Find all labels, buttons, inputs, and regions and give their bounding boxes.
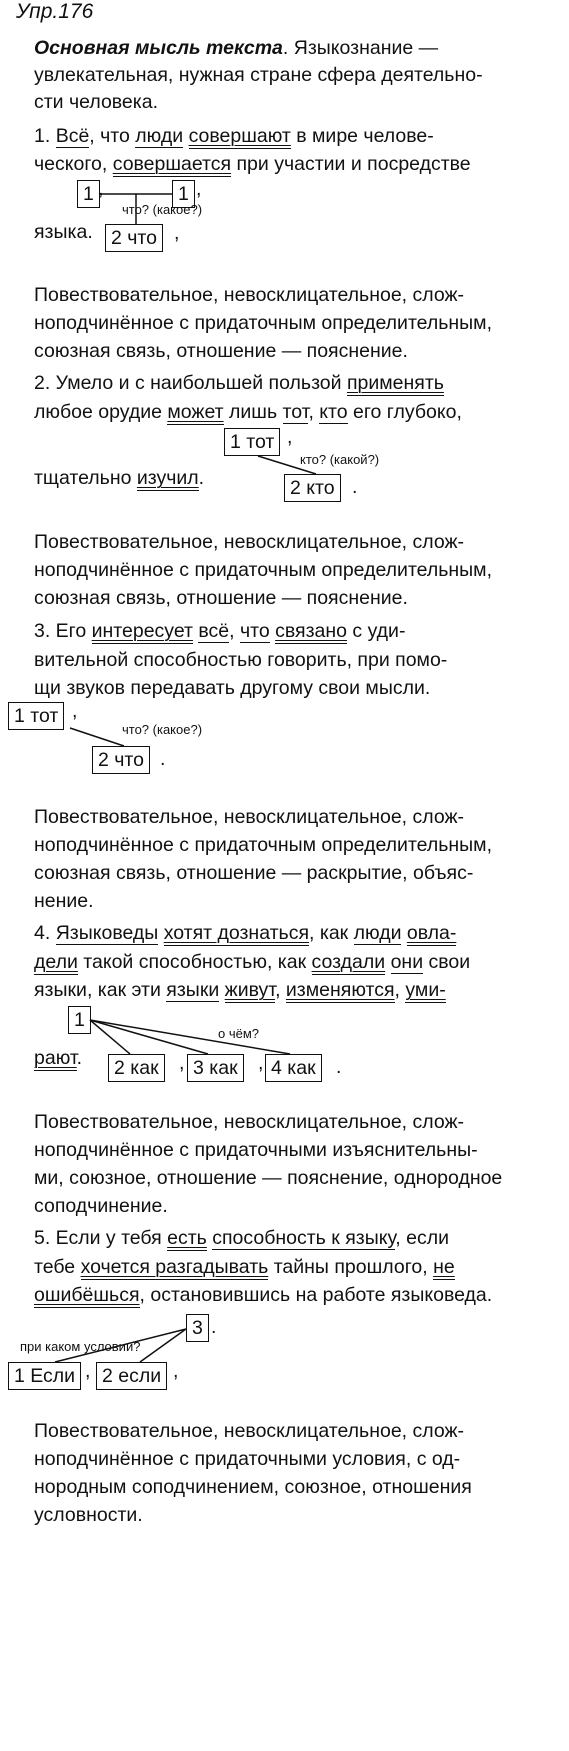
s2-line-1 [34, 371, 444, 395]
s5-predicate: есть [167, 1227, 207, 1249]
s2-subject: тот [282, 401, 309, 423]
s4-predicate-3: дели [34, 951, 78, 973]
s4-scheme-comma: , [179, 1052, 185, 1074]
s3-scheme-box-main: 1 тот [8, 702, 64, 730]
s4-predicate-7: уми- [405, 979, 446, 1001]
s5-text: 5. Если у тебя [34, 1227, 168, 1249]
s2-text: 2. Умело и с наибольшей пользой [34, 372, 347, 394]
s1-predicate-2: совершается [112, 153, 232, 175]
s2-description-2: ноподчинённое с придаточным определительным, [34, 559, 493, 581]
s4-scheme-dot: . [336, 1056, 342, 1078]
s2-description-3: союзная связь, отношение — пояснение. [34, 587, 408, 609]
s4-subject: Языковеды [55, 922, 159, 944]
s4-line-1 [34, 921, 456, 945]
s4-predicate-8: рают [34, 1047, 77, 1069]
main-idea-label: Основная мысль текста [34, 37, 283, 59]
s5-scheme-comma: , [85, 1360, 91, 1382]
s4-description-3: ми, союзное, отношение — пояснение, однородное [34, 1167, 503, 1189]
s4-connector-1 [90, 1020, 130, 1054]
s5-text-6: , остановившись на работе языковеда. [139, 1284, 493, 1306]
s1-scheme-box-main: 1 [77, 180, 100, 208]
s5-description-1: Повествовательное, невосклицательное, слож- [34, 1420, 465, 1442]
s1-number: 1. [34, 125, 51, 147]
s2-text-5: его глубоко, [347, 401, 462, 423]
s3-predicate-2: связано [275, 620, 347, 642]
main-idea-line-1 [34, 36, 438, 60]
s1-scheme-question: что? (какое?) [122, 202, 203, 217]
s5-text-3: , если [395, 1227, 449, 1249]
s1-scheme-box-main-2: 1 [172, 180, 195, 208]
s2-scheme-comma: , [287, 426, 293, 448]
s1-description-3: союзная связь, отношение — пояснение. [34, 340, 408, 362]
s2-subject-2: кто [319, 401, 348, 423]
s4-predicate-2: овла- [406, 922, 457, 944]
s5-description-2: ноподчинённое с придаточными условия, с од- [34, 1448, 461, 1470]
s3-text: 3. Его [34, 620, 92, 642]
s3-text-3: , [229, 620, 240, 642]
s3-description-2: ноподчинённое с придаточным определительным, [34, 834, 493, 856]
main-idea-text: . Языкознание — [282, 37, 439, 59]
s4-scheme-comma-2: , [258, 1052, 264, 1074]
s2-scheme-box-main: 1 тот [224, 428, 280, 456]
s1-line-2 [34, 152, 471, 176]
s5-text-5: тайны прошлого, [268, 1256, 434, 1278]
exercise-title: Упр.176 [16, 0, 94, 23]
s4-scheme-question: о чём? [218, 1026, 260, 1041]
s5-subject: способность к языку [212, 1227, 396, 1249]
s4-scheme-box-sub: 2 как [108, 1054, 165, 1082]
s4-text-11: , [394, 979, 406, 1001]
s5-connector-2 [140, 1329, 186, 1362]
s5-text-4: тебе [34, 1256, 81, 1278]
s2-text-6: тщательно [34, 467, 137, 489]
s4-connector-3 [90, 1020, 290, 1054]
s4-scheme-box-sub-3: 4 как [265, 1054, 322, 1082]
s4-description-4: соподчинение. [34, 1195, 168, 1217]
s4-subject-4: языки [166, 979, 220, 1001]
s1-line-3: языка. [34, 221, 93, 243]
s5-scheme-box-sub-2: 2 если [96, 1362, 167, 1390]
s1-description-2: ноподчинённое с придаточным определительным, [34, 312, 493, 334]
s3-scheme-box-sub: 2 что [92, 746, 150, 774]
main-idea-line-3: сти человека. [34, 91, 158, 113]
s3-subject-2: что [239, 620, 270, 642]
s5-line-1 [34, 1226, 449, 1250]
s2-text-7: . [198, 467, 205, 489]
s1-subject: Всё [55, 125, 90, 147]
s3-line-3: щи звуков передавать другому свои мысли. [34, 677, 431, 699]
s3-text-5: с уди- [346, 620, 406, 642]
s2-text-4: , [308, 401, 320, 423]
s4-predicate-6: изменяются [285, 979, 395, 1001]
s3-description-4: нение. [34, 890, 94, 912]
s3-scheme-question: что? (какое?) [122, 722, 203, 737]
s2-line-2 [34, 400, 462, 424]
s4-line-2 [34, 950, 470, 974]
s5-line-2 [34, 1255, 455, 1279]
s3-predicate: интересует [91, 620, 193, 642]
s5-scheme-box-main: 3 [186, 1314, 209, 1342]
s5-line-3 [34, 1283, 492, 1307]
s2-line-3 [34, 466, 204, 490]
s4-text-2 [158, 922, 163, 944]
s5-predicate-3: не [433, 1256, 455, 1278]
s4-description-1: Повествовательное, невосклицательное, слож- [34, 1111, 465, 1133]
s1-subject-2: люди [135, 125, 184, 147]
s1-text-2: в мире челове- [290, 125, 434, 147]
s4-text-10: , [275, 979, 286, 1001]
s2-description-1: Повествовательное, невосклицательное, слож- [34, 531, 465, 553]
s4-subject-3: они [390, 951, 424, 973]
s4-predicate-4: создали [311, 951, 386, 973]
s4-text-3: , как [309, 922, 354, 944]
s2-scheme-dot: . [352, 476, 358, 498]
s1-scheme-comma-2: , [196, 178, 202, 200]
s2-scheme-box-sub: 2 кто [284, 474, 341, 502]
s1-predicate: совершают [188, 125, 291, 147]
s5-predicate-4: ошибёшься [34, 1284, 140, 1306]
s4-text-6 [385, 951, 390, 973]
s4-text-7: свои [423, 951, 471, 973]
s4-connector-2 [90, 1020, 208, 1054]
s1-text-4: при участии и посредстве [231, 153, 471, 175]
s4-scheme-box-sub-2: 3 как [187, 1054, 244, 1082]
s4-line-4 [34, 1046, 82, 1070]
s4-text-8: языки, как эти [34, 979, 167, 1001]
s2-scheme-question: кто? (какой?) [300, 452, 380, 467]
s1-line-1 [34, 124, 434, 148]
s3-description-3: союзная связь, отношение — раскрытие, объяс- [34, 862, 474, 884]
s3-description-1: Повествовательное, невосклицательное, слож- [34, 806, 465, 828]
s3-line-1 [34, 619, 405, 643]
s5-scheme-box-sub: 1 Если [8, 1362, 81, 1390]
s4-scheme-box-main: 1 [68, 1006, 91, 1034]
s4-description-2: ноподчинённое с придаточными изъяснительны- [34, 1139, 478, 1161]
s3-scheme-comma: , [72, 700, 78, 722]
main-idea-line-2: увлекательная, нужная стране сфера деятельно- [34, 64, 483, 86]
s4-predicate: хотят дознаться [163, 922, 310, 944]
s3-line-2: вительной способностью говорить, при помо- [34, 649, 448, 671]
s1-text-3: ческого, [34, 153, 113, 175]
s4-predicate-5: живут [224, 979, 276, 1001]
s1-scheme-comma: , [98, 178, 104, 200]
s1-scheme-comma-3: , [174, 222, 180, 244]
s5-predicate-2: хочется разгадывать [80, 1256, 269, 1278]
s4-text-5: такой способностью, как [77, 951, 312, 973]
s4-text-12: . [76, 1047, 83, 1069]
s5-scheme-question: при каком условии? [20, 1339, 141, 1354]
s3-scheme-dot: . [160, 748, 166, 770]
s2-predicate-2: может [167, 401, 224, 423]
s4-line-3 [34, 978, 446, 1002]
s5-description-4: условности. [34, 1504, 143, 1526]
s2-text-3: лишь [223, 401, 283, 423]
s2-predicate-3: изучил [136, 467, 199, 489]
s1-text: , что [89, 125, 130, 147]
s4-text-9 [219, 979, 224, 1001]
s5-description-3: нородным соподчинением, союзное, отношения [34, 1476, 472, 1498]
s3-connector [70, 728, 124, 746]
s4-text: 4. [34, 922, 56, 944]
s4-subject-2: люди [353, 922, 402, 944]
s5-scheme-dot: . [211, 1316, 217, 1338]
s1-scheme-box-sub: 2 что [105, 224, 163, 252]
s2-predicate: применять [346, 372, 444, 394]
s5-scheme-comma-2: , [173, 1360, 179, 1382]
s3-subject: всё [198, 620, 230, 642]
s1-description-1: Повествовательное, невосклицательное, слож- [34, 284, 465, 306]
s2-text-2: любое орудие [34, 401, 168, 423]
